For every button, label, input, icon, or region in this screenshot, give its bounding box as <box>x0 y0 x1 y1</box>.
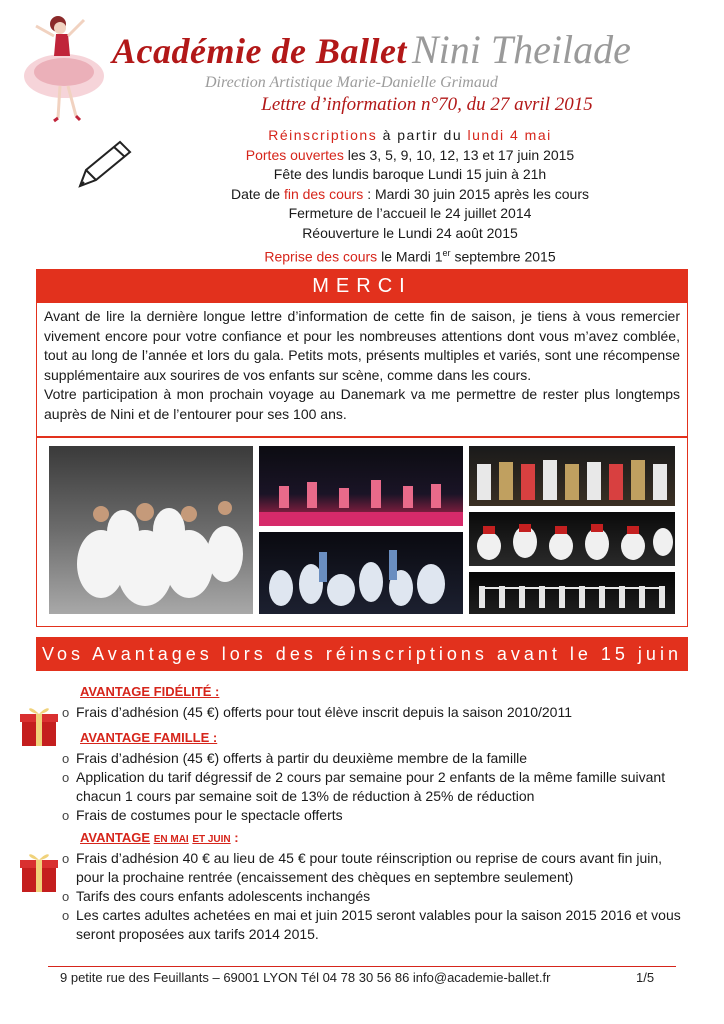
direction-subtitle: Direction Artistique Marie-Danielle Grimaud <box>205 74 498 91</box>
list-item: o Tarifs des cours enfants adolescents inchangés <box>62 888 371 904</box>
footer-divider <box>48 966 676 967</box>
list-item: o Les cartes adultes achetées en mai et juin 2015 seront valables pour la saison 2015 2016 et vous seront proposées aux tarifs 2014 2015. <box>62 907 681 942</box>
pencil-icon <box>72 136 138 194</box>
info-line-reouverture: Réouverture le Lundi 24 août 2015 <box>302 224 518 241</box>
info-line-portes-ouvertes: Portes ouvertes les 3, 5, 9, 10, 12, 13 et 17 juin 2015 <box>245 146 575 163</box>
photo-group-costumes <box>469 446 675 506</box>
photo-dancers-circle <box>49 446 253 614</box>
photo-stage-jump <box>259 446 463 526</box>
info-line-fin-cours: Date de fin des cours : Mardi 30 juin 2015 après les cours <box>231 185 589 202</box>
advantage-fidelite-title: AVANTAGE FIDÉLITÉ : <box>80 684 220 699</box>
key-dates-block <box>150 126 670 267</box>
newsletter-title: Lettre d’information n°70, du 27 avril 2015 <box>261 94 593 115</box>
info-line-reinscriptions: Réinscriptions à partir du lundi 4 mai <box>268 127 552 143</box>
advantage-famille-title: AVANTAGE FAMILLE : <box>80 730 218 745</box>
page-number: 1/5 <box>636 970 655 985</box>
photo-line-dancers <box>469 572 675 614</box>
photo-gallery <box>36 437 688 627</box>
list-item: o Application du tarif dégressif de 2 cours par semaine pour 2 enfants de la même famille suivant chacun 1 cours par semaine soit de 13% de réduction à 25% de réduction <box>62 769 666 804</box>
photo-stage-group-blue <box>259 532 463 614</box>
info-line-reprise: Reprise des cours le Mardi 1er septembre 2015 <box>264 247 556 265</box>
gift-icon <box>18 848 60 894</box>
page-title-secondary: Nini Theilade <box>412 27 631 72</box>
merci-banner <box>36 269 688 303</box>
list-item: o Frais d’adhésion 40 € au lieu de 45 € pour toute réinscription ou reprise de cours avant fin juin, pour la prochaine rentrée (encaissement des chèques en septembre seulement) <box>62 850 663 885</box>
photo-red-skirts <box>469 512 675 566</box>
merci-paragraph-2: Votre participation à mon prochain voyage au Danemark va me permettre de rester plus longtemps auprès de Nini et de l’entourer pour ses 100 ans. <box>44 386 680 422</box>
list-item: o Frais d’adhésion (45 €) offerts pour tout élève inscrit depuis la saison 2010/2011 <box>62 704 573 720</box>
advantages-heading: Vos Avantages lors des réinscriptions avant le 15 juin <box>42 644 682 664</box>
footer-address: 9 petite rue des Feuillants – 69001 LYON Tél 04 78 30 56 86 info@academie-ballet.fr <box>60 970 551 985</box>
merci-paragraph-1: Avant de lire la dernière longue lettre d’information de cette fin de saison, je tiens à vous remercier vivement encore pour votre confiance et pour les nombreuses attentions dont vous m’avez comblée, tout au long de l’année et lors du gala. Petits mots, présents multiples et variés, sont une récompense supplémentaire aux sourires de vos enfants sur scène, comme dans les cours. <box>44 308 680 383</box>
list-item: o Frais d’adhésion (45 €) offerts à partir du deuxième membre de la famille <box>62 750 528 766</box>
advantage-mai-juin-title: AVANTAGE EN MAI ET JUIN : <box>80 830 239 845</box>
page-title: Académie de Ballet <box>112 31 407 71</box>
info-line-fete: Fête des lundis baroque Lundi 15 juin à 21h <box>273 166 547 183</box>
info-line-fermeture: Fermeture de l’accueil le 24 juillet 2014 <box>288 205 532 222</box>
advantages-banner <box>36 637 688 671</box>
merci-text <box>44 307 680 425</box>
list-item: o Frais de costumes pour le spectacle offerts <box>62 807 343 823</box>
gift-icon <box>18 702 60 748</box>
merci-heading: MERCI <box>312 275 412 297</box>
